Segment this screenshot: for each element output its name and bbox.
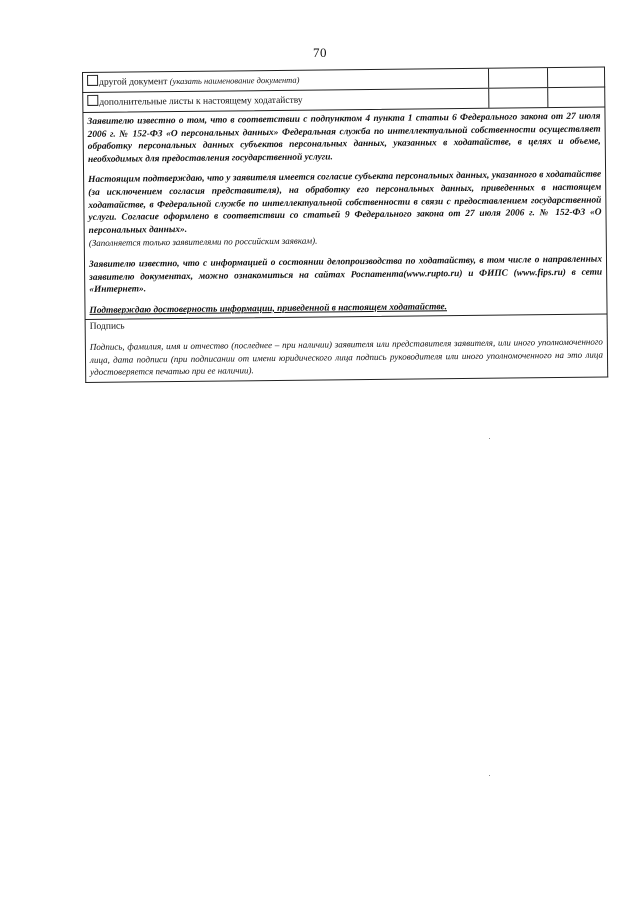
page-number: 70: [313, 45, 327, 60]
additional-sheets-text: дополнительные листы к настоящему ходатайству: [99, 95, 303, 108]
signature-description: Подпись, фамилия, имя и отчество (последнее – при наличии) заявителя или представителя заявителя, или иного уполномоченного лица, дата подписи (при подписании от имени юридического лица подпись руководителя или иного уполномоченного на это лица удостоверяется печатью при ее наличии).: [89, 336, 604, 378]
scan-speck: [489, 775, 490, 776]
petition-form-fragment: [82, 67, 608, 383]
row-other-document-cell-2[interactable]: [547, 68, 604, 88]
notice-consent-note: (Заполняется только заявителями по российским заявкам).: [88, 235, 318, 249]
confirm-statement: Подтверждаю достоверность информации, приведенной в настоящем ходатайстве.: [89, 301, 448, 316]
signature-block: [85, 315, 609, 383]
notice-block: [82, 107, 607, 321]
other-document-text: другой документ: [99, 77, 168, 88]
notice-case-info: Заявителю известно, что с информацией о состоянии делопроизводства по ходатайству, в том числе о направленных заявителю документах, можно ознакомиться на сайтах Роспатента(www.rupto.ru) и ФИПС (www.fips.ru) в сети «Интернет».: [88, 254, 603, 296]
notice-personal-data: Заявителю известно о том, что в соответствии с подпунктом 4 пункта 1 статьи 6 Федерального закона от 27 июля 2006 г. № 152-ФЗ «О персональных данных» Федеральная служба по интеллектуальной собственности осуществляет обработку персональных данных субъектов персональных данных, указанных в ходатайстве, в целях и объеме, необходимых для предоставления государственной услуги.: [87, 111, 601, 165]
checkbox-other-document[interactable]: [87, 75, 98, 86]
checkbox-additional-sheets[interactable]: [87, 95, 98, 106]
signature-label: Подпись: [89, 321, 125, 333]
row-additional-sheets-cell-1[interactable]: [488, 88, 547, 108]
other-document-hint: (указать наименование документа): [169, 74, 300, 87]
notice-consent: Настоящим подтверждаю, что у заявителя имеется согласие субъекта персональных данных, указанного в ходатайстве (за исключением согласия представителя), на обработку его персональных данных, приведенных в настоящем ходатайстве, в Федеральной службе по интеллектуальной собственности в связи с предоставлением государственной услуги. Согласие оформлено в соответствии со статьей 9 Федерального закона от 27 июля 2006 г. № 152-ФЗ «О персональных данных».: [88, 169, 602, 236]
row-other-document-cell-1[interactable]: [488, 68, 547, 88]
row-additional-sheets-cell-2[interactable]: [547, 88, 604, 108]
scan-speck: [489, 438, 490, 439]
